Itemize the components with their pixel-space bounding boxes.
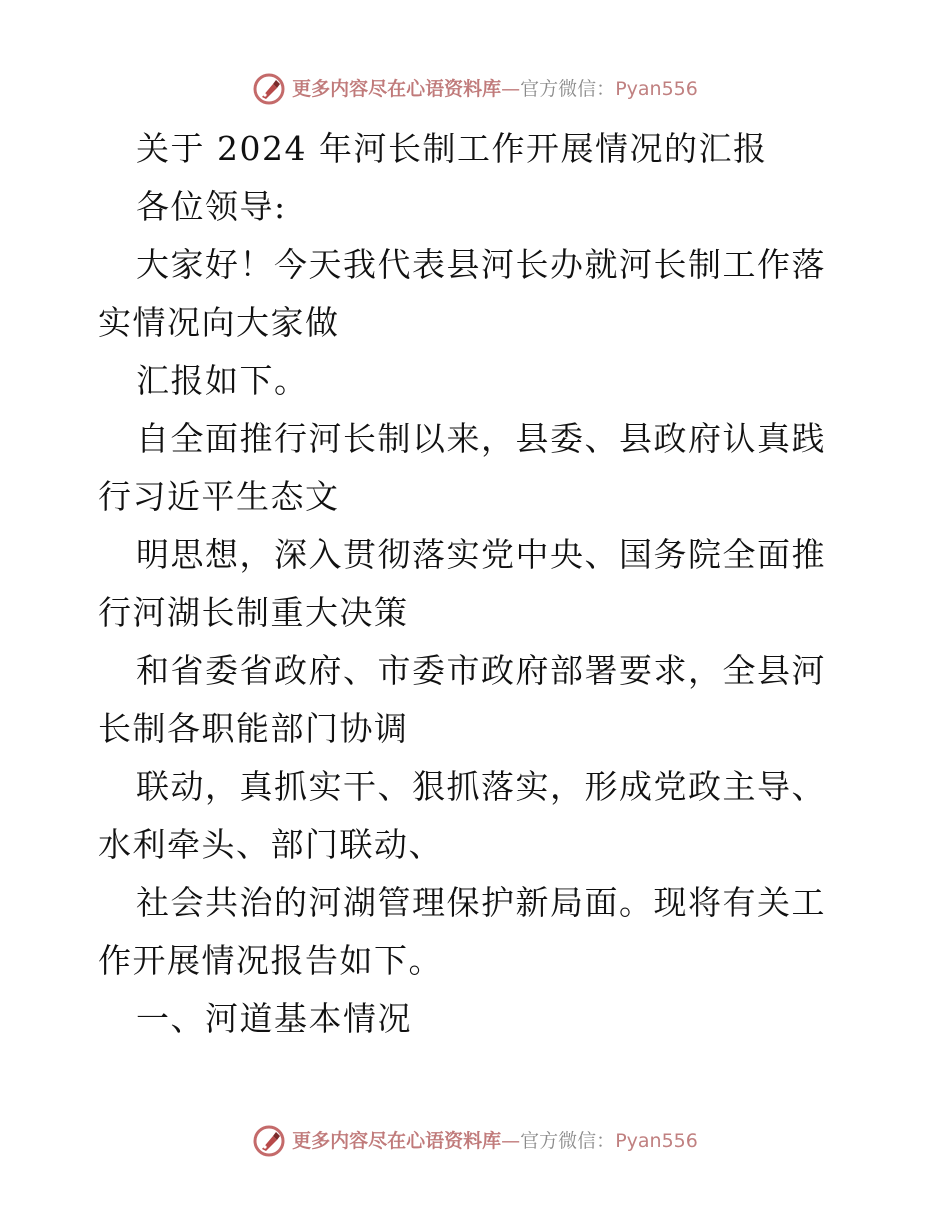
pen-nib-logo-icon <box>252 72 286 106</box>
paragraph: 联动，真抓实干、狠抓落实，形成党政主导、水利牵头、部门联动、 <box>98 767 826 864</box>
salutation: 各位领导: <box>136 187 287 226</box>
watermark-dash: — <box>501 78 521 100</box>
watermark-dash: — <box>501 1130 521 1152</box>
paragraph: 和省委省政府、市委市政府部署要求，全县河长制各职能部门协调 <box>98 651 826 748</box>
paragraph: 明思想，深入贯彻落实党中央、国务院全面推行河湖长制重大决策 <box>98 535 826 632</box>
watermark-wechat-id: Pyan556 <box>615 78 698 100</box>
section-heading: 一、河道基本情况 <box>136 999 412 1038</box>
document-body <box>98 120 852 1048</box>
header-watermark <box>0 72 950 106</box>
paragraph: 社会共治的河湖管理保护新局面。现将有关工作开展情况报告如下。 <box>98 883 826 980</box>
watermark-brand: 更多内容尽在心语资料库 <box>292 1130 502 1152</box>
pen-nib-logo-icon <box>252 1124 286 1158</box>
watermark-text <box>292 1124 698 1158</box>
watermark-text <box>292 72 698 106</box>
paragraph: 自全面推行河长制以来，县委、县政府认真践行习近平生态文 <box>98 419 826 516</box>
watermark-wechat-id: Pyan556 <box>615 1130 698 1152</box>
watermark-brand: 更多内容尽在心语资料库 <box>292 78 502 100</box>
document-title: 关于 2024 年河长制工作开展情况的汇报 <box>136 129 768 168</box>
paragraph: 汇报如下。 <box>136 361 309 400</box>
paragraph: 大家好！今天我代表县河长办就河长制工作落实情况向大家做 <box>98 245 826 342</box>
footer-watermark <box>0 1124 950 1158</box>
watermark-label: 官方微信： <box>520 78 616 100</box>
watermark-label: 官方微信： <box>520 1130 616 1152</box>
